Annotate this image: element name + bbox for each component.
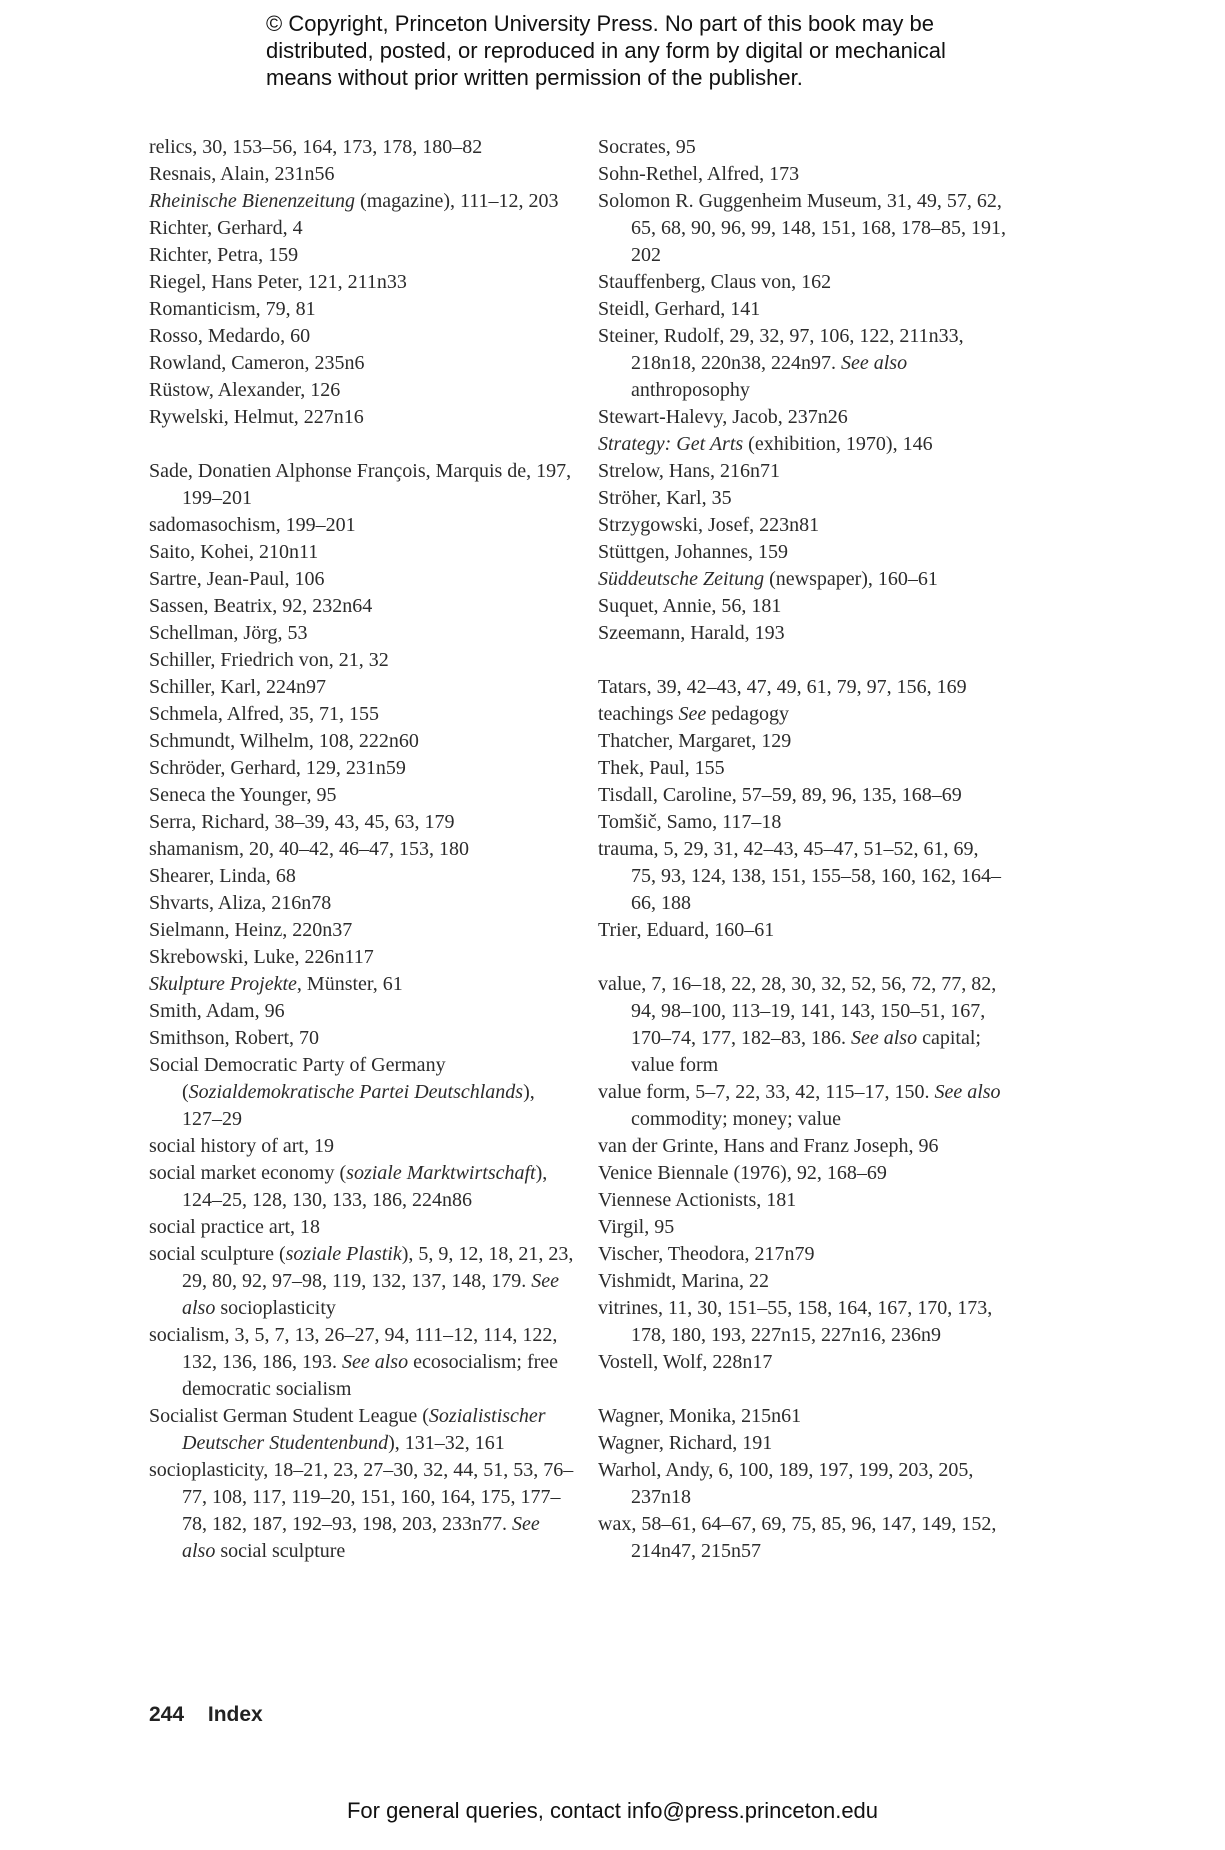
index-entry-text: Seneca the Younger, 95	[149, 784, 337, 806]
index-entry	[149, 269, 574, 296]
index-entry	[598, 755, 1008, 782]
index-entry-text: value form, 5–7, 22, 33, 42, 115–17, 150.	[598, 1081, 935, 1103]
index-entry-text: pedagogy	[706, 703, 790, 725]
index-entry	[149, 161, 574, 188]
index-entry-text: value, 7, 16–18, 22, 28, 30, 32, 52, 56, 72, 77, 82, 94, 98–100, 113–19, 141, 143, 150–51, 167, 170–74, 177, 182–83, 186.	[598, 973, 997, 1049]
index-entry	[598, 134, 1008, 161]
index-entry-text: Rywelski, Helmut, 227n16	[149, 406, 364, 428]
copyright-notice	[266, 10, 1026, 91]
index-entry	[598, 782, 1008, 809]
index-entry	[149, 971, 574, 998]
index-entry-text: Thek, Paul, 155	[598, 757, 725, 779]
index-entry	[149, 458, 574, 512]
index-entry-text: Schellman, Jörg, 53	[149, 622, 308, 644]
index-entry	[149, 377, 574, 404]
index-entry-italic: Süddeutsche Zeitung	[598, 568, 765, 590]
index-entry-text: anthroposophy	[631, 379, 750, 401]
index-entry-italic: See also	[182, 1513, 540, 1562]
index-entry-text: Sade, Donatien Alphonse François, Marquis de, 197, 199–201	[149, 460, 572, 509]
index-entry-text: Schiller, Friedrich von, 21, 32	[149, 649, 389, 671]
index-entry-text: Schröder, Gerhard, 129, 231n59	[149, 757, 406, 779]
index-entry-italic: See	[678, 703, 707, 725]
index-entry-text: Tatars, 39, 42–43, 47, 49, 61, 79, 97, 156, 169	[598, 676, 967, 698]
index-entry-text: Richter, Petra, 159	[149, 244, 299, 266]
index-entry	[149, 242, 574, 269]
index-entry	[149, 1214, 574, 1241]
index-entry-text: Tomšič, Samo, 117–18	[598, 811, 782, 833]
index-entry-text: Wagner, Richard, 191	[598, 1432, 773, 1454]
index-entry	[598, 1187, 1008, 1214]
index-entry-text: Rüstow, Alexander, 126	[149, 379, 341, 401]
letter-group-gap	[598, 1376, 1008, 1403]
index-entry-text: Solomon R. Guggenheim Museum, 31, 49, 57, 62, 65, 68, 90, 96, 99, 148, 151, 168, 178–85, 191, 202	[598, 190, 1006, 266]
index-entry	[149, 323, 574, 350]
index-entry-text: Wagner, Monika, 215n61	[598, 1405, 802, 1427]
index-entry	[598, 674, 1008, 701]
index-entry	[149, 1160, 574, 1214]
index-entry-text: Schmundt, Wilhelm, 108, 222n60	[149, 730, 419, 752]
index-entry	[149, 944, 574, 971]
index-entry-text: Steidl, Gerhard, 141	[598, 298, 761, 320]
index-entry-text: Shearer, Linda, 68	[149, 865, 296, 887]
index-entry	[598, 701, 1008, 728]
index-entry	[598, 620, 1008, 647]
index-entry-text: Szeemann, Harald, 193	[598, 622, 785, 644]
index-entry	[598, 485, 1008, 512]
index-entry	[149, 1322, 574, 1403]
index-entry	[149, 890, 574, 917]
index-entry-text: shamanism, 20, 40–42, 46–47, 153, 180	[149, 838, 469, 860]
index-entry-text: wax, 58–61, 64–67, 69, 75, 85, 96, 147, 149, 152, 214n47, 215n57	[598, 1513, 997, 1562]
index-entry-text: Socialist German Student League (	[149, 1405, 429, 1427]
index-entry-text: Socrates, 95	[598, 136, 696, 158]
index-entry-text: teachings	[598, 703, 679, 725]
index-entry	[149, 566, 574, 593]
index-entry-text: Warhol, Andy, 6, 100, 189, 197, 199, 203, 205, 237n18	[598, 1459, 974, 1508]
index-entry	[149, 296, 574, 323]
index-entry-text: Viennese Actionists, 181	[598, 1189, 797, 1211]
index-entry-text: socialism, 3, 5, 7, 13, 26–27, 94, 111–12, 114, 122, 132, 136, 186, 193.	[149, 1324, 558, 1373]
index-entry-text: Trier, Eduard, 160–61	[598, 919, 775, 941]
index-entry	[598, 1214, 1008, 1241]
index-entry	[149, 620, 574, 647]
index-entry-text: (exhibition, 1970), 146	[743, 433, 933, 455]
index-entry	[149, 809, 574, 836]
index-entry-text: sadomasochism, 199–201	[149, 514, 356, 536]
letter-group-gap	[598, 647, 1008, 674]
copyright-line: means without prior written permission of the publisher.	[266, 65, 803, 90]
index-entry	[598, 1160, 1008, 1187]
page-number: 244	[149, 1703, 185, 1726]
index-entry	[149, 728, 574, 755]
index-entry-text: Rowland, Cameron, 235n6	[149, 352, 365, 374]
index-entry-text: social sculpture	[215, 1540, 346, 1562]
index-entry-italic: See also	[851, 1027, 918, 1049]
index-entry-text: social market economy (	[149, 1162, 347, 1184]
index-entry-text: trauma, 5, 29, 31, 42–43, 45–47, 51–52, 61, 69, 75, 93, 124, 138, 151, 155–58, 160, 162, 164–66, 188	[598, 838, 1001, 914]
index-entry-text: Vostell, Wolf, 228n17	[598, 1351, 773, 1373]
index-entry-text: capital; value form	[631, 1027, 981, 1076]
index-entry-text: Ströher, Karl, 35	[598, 487, 732, 509]
index-entry	[149, 404, 574, 431]
index-entry	[598, 1079, 1008, 1133]
index-entry	[598, 971, 1008, 1079]
index-entry-text: Steiner, Rudolf, 29, 32, 97, 106, 122, 211n33, 218n18, 220n38, 224n97.	[598, 325, 964, 374]
index-entry	[598, 593, 1008, 620]
index-entry-text: (magazine), 111–12, 203	[355, 190, 559, 212]
index-entry-text: , Münster, 61	[296, 973, 403, 995]
index-entry-text: Riegel, Hans Peter, 121, 211n33	[149, 271, 407, 293]
letter-group-gap	[149, 431, 574, 458]
index-entry	[149, 1403, 574, 1457]
index-entry	[149, 1025, 574, 1052]
index-entry-text: ), 131–32, 161	[388, 1432, 505, 1454]
index-entry	[598, 458, 1008, 485]
index-entry	[598, 917, 1008, 944]
index-entry-text: ), 5, 9, 12, 18, 21, 23, 29, 80, 92, 97–98, 119, 132, 137, 148, 179.	[182, 1243, 574, 1292]
index-entry	[149, 917, 574, 944]
copyright-line: © Copyright, Princeton University Press. No part of this book may be	[266, 11, 934, 36]
index-entry-text: social history of art, 19	[149, 1135, 334, 1157]
index-entry-text: Smithson, Robert, 70	[149, 1027, 320, 1049]
index-entry	[598, 836, 1008, 917]
index-entry-text: Shvarts, Aliza, 216n78	[149, 892, 332, 914]
index-entry	[149, 1241, 574, 1322]
index-entry	[149, 134, 574, 161]
index-entry-text: Serra, Richard, 38–39, 43, 45, 63, 179	[149, 811, 455, 833]
index-entry-text: van der Grinte, Hans and Franz Joseph, 96	[598, 1135, 939, 1157]
letter-group-gap	[598, 944, 1008, 971]
index-entry-italic: soziale Plastik	[285, 1243, 402, 1265]
index-entry-italic: See also	[934, 1081, 1001, 1103]
index-entry-text: Stüttgen, Johannes, 159	[598, 541, 788, 563]
index-entry	[598, 1241, 1008, 1268]
index-entry-text: Schiller, Karl, 224n97	[149, 676, 326, 698]
index-entry-text: ecosocialism; free democratic socialism	[182, 1351, 559, 1400]
index-entry	[598, 1430, 1008, 1457]
index-entry-text: ), 127–29	[182, 1081, 535, 1130]
index-entry-text: Vishmidt, Marina, 22	[598, 1270, 770, 1292]
index-entry-text: Vischer, Theodora, 217n79	[598, 1243, 815, 1265]
index-entry-italic: Skulpture Projekte	[149, 973, 297, 995]
copyright-line: distributed, posted, or reproduced in any form by digital or mechanical	[266, 38, 946, 63]
index-entry	[598, 1457, 1008, 1511]
index-entry-text: Skrebowski, Luke, 226n117	[149, 946, 374, 968]
index-entry	[598, 161, 1008, 188]
contact-line: For general queries, contact info@press.princeton.edu	[346, 1798, 879, 1823]
index-entry	[149, 674, 574, 701]
index-entry	[598, 809, 1008, 836]
index-entry	[149, 512, 574, 539]
index-entry-text: Social Democratic Party of Germany (	[149, 1054, 446, 1103]
index-entry-text: Sassen, Beatrix, 92, 232n64	[149, 595, 373, 617]
index-entry	[598, 269, 1008, 296]
index-entry	[149, 836, 574, 863]
index-entry	[149, 1052, 574, 1133]
index-entry-text: socioplasticity, 18–21, 23, 27–30, 32, 44, 51, 53, 76–77, 108, 117, 119–20, 151, 160, 164, 175, 177–78, 182, 187, 192–93, 198, 203, 233n77.	[149, 1459, 574, 1535]
index-entry-italic: Sozialistischer Deutscher Studentenbund	[182, 1405, 546, 1454]
index-entry-italic: Strategy: Get Arts	[598, 433, 744, 455]
index-entry-text: relics, 30, 153–56, 164, 173, 178, 180–82	[149, 136, 483, 158]
index-entry	[149, 998, 574, 1025]
index-entry	[598, 1511, 1008, 1565]
index-entry	[149, 350, 574, 377]
index-entry-text: social sculpture (	[149, 1243, 286, 1265]
index-entry-italic: soziale Marktwirtschaft	[346, 1162, 536, 1184]
index-entry	[149, 1457, 574, 1565]
index-entry-italic: See also	[182, 1270, 560, 1319]
index-entry-text: vitrines, 11, 30, 151–55, 158, 164, 167, 170, 173, 178, 180, 193, 227n15, 227n16, 236n9	[598, 1297, 993, 1346]
index-entry-text: Rosso, Medardo, 60	[149, 325, 311, 347]
index-entry-text: Schmela, Alfred, 35, 71, 155	[149, 703, 379, 725]
index-entry	[149, 593, 574, 620]
index-entry	[598, 1295, 1008, 1349]
index-entry-text: Resnais, Alain, 231n56	[149, 163, 335, 185]
index-entry-italic: See also	[342, 1351, 409, 1373]
index-entry-text: Smith, Adam, 96	[149, 1000, 285, 1022]
index-entry-text: Stewart-Halevy, Jacob, 237n26	[598, 406, 848, 428]
index-entry	[598, 188, 1008, 269]
page-footer	[149, 1703, 263, 1727]
index-entry	[149, 539, 574, 566]
index-entry	[149, 701, 574, 728]
index-entry	[149, 647, 574, 674]
index-entry	[598, 1268, 1008, 1295]
index-entry-text: Stauffenberg, Claus von, 162	[598, 271, 832, 293]
index-entry-text: Virgil, 95	[598, 1216, 675, 1238]
index-entry	[598, 431, 1008, 458]
index-entry-text: Sohn-Rethel, Alfred, 173	[598, 163, 800, 185]
index-entry	[149, 782, 574, 809]
index-entry-italic: Rheinische Bienenzeitung	[149, 190, 356, 212]
index-entry	[598, 512, 1008, 539]
index-entry-italic: See also	[841, 352, 908, 374]
index-entry-text: Richter, Gerhard, 4	[149, 217, 303, 239]
index-entry	[149, 863, 574, 890]
index-entry	[598, 404, 1008, 431]
index-entry	[149, 215, 574, 242]
index-entry	[598, 566, 1008, 593]
index-entry-text: (newspaper), 160–61	[764, 568, 938, 590]
index-entry	[598, 728, 1008, 755]
index-entry-text: ), 124–25, 128, 130, 133, 186, 224n86	[182, 1162, 548, 1211]
index-entry-text: Venice Biennale (1976), 92, 168–69	[598, 1162, 887, 1184]
section-title: Index	[207, 1703, 263, 1726]
index-entry-italic: Sozialdemokratische Partei Deutschlands	[188, 1081, 524, 1103]
index-entry-text: social practice art, 18	[149, 1216, 321, 1238]
index-entry	[149, 755, 574, 782]
index-entry	[598, 323, 1008, 404]
index-entry	[598, 1133, 1008, 1160]
index-entry-text: Strelow, Hans, 216n71	[598, 460, 781, 482]
index-entry	[598, 1349, 1008, 1376]
index-entry	[149, 1133, 574, 1160]
index-column-left	[149, 134, 574, 1565]
index-entry-text: socioplasticity	[215, 1297, 336, 1319]
index-entry-text: Saito, Kohei, 210n11	[149, 541, 319, 563]
index-entry-text: Strzygowski, Josef, 223n81	[598, 514, 820, 536]
index-entry-text: Romanticism, 79, 81	[149, 298, 316, 320]
index-entry	[598, 1403, 1008, 1430]
index-entry-text: Sielmann, Heinz, 220n37	[149, 919, 353, 941]
index-entry-text: Tisdall, Caroline, 57–59, 89, 96, 135, 168–69	[598, 784, 962, 806]
index-entry	[598, 296, 1008, 323]
index-entry-text: Sartre, Jean-Paul, 106	[149, 568, 325, 590]
index-entry-text: Suquet, Annie, 56, 181	[598, 595, 782, 617]
index-entry	[149, 188, 574, 215]
index-entry	[598, 539, 1008, 566]
index-entry-text: commodity; money; value	[631, 1108, 841, 1130]
index-column-right	[598, 134, 1008, 1565]
index-entry-text: Thatcher, Margaret, 129	[598, 730, 792, 752]
